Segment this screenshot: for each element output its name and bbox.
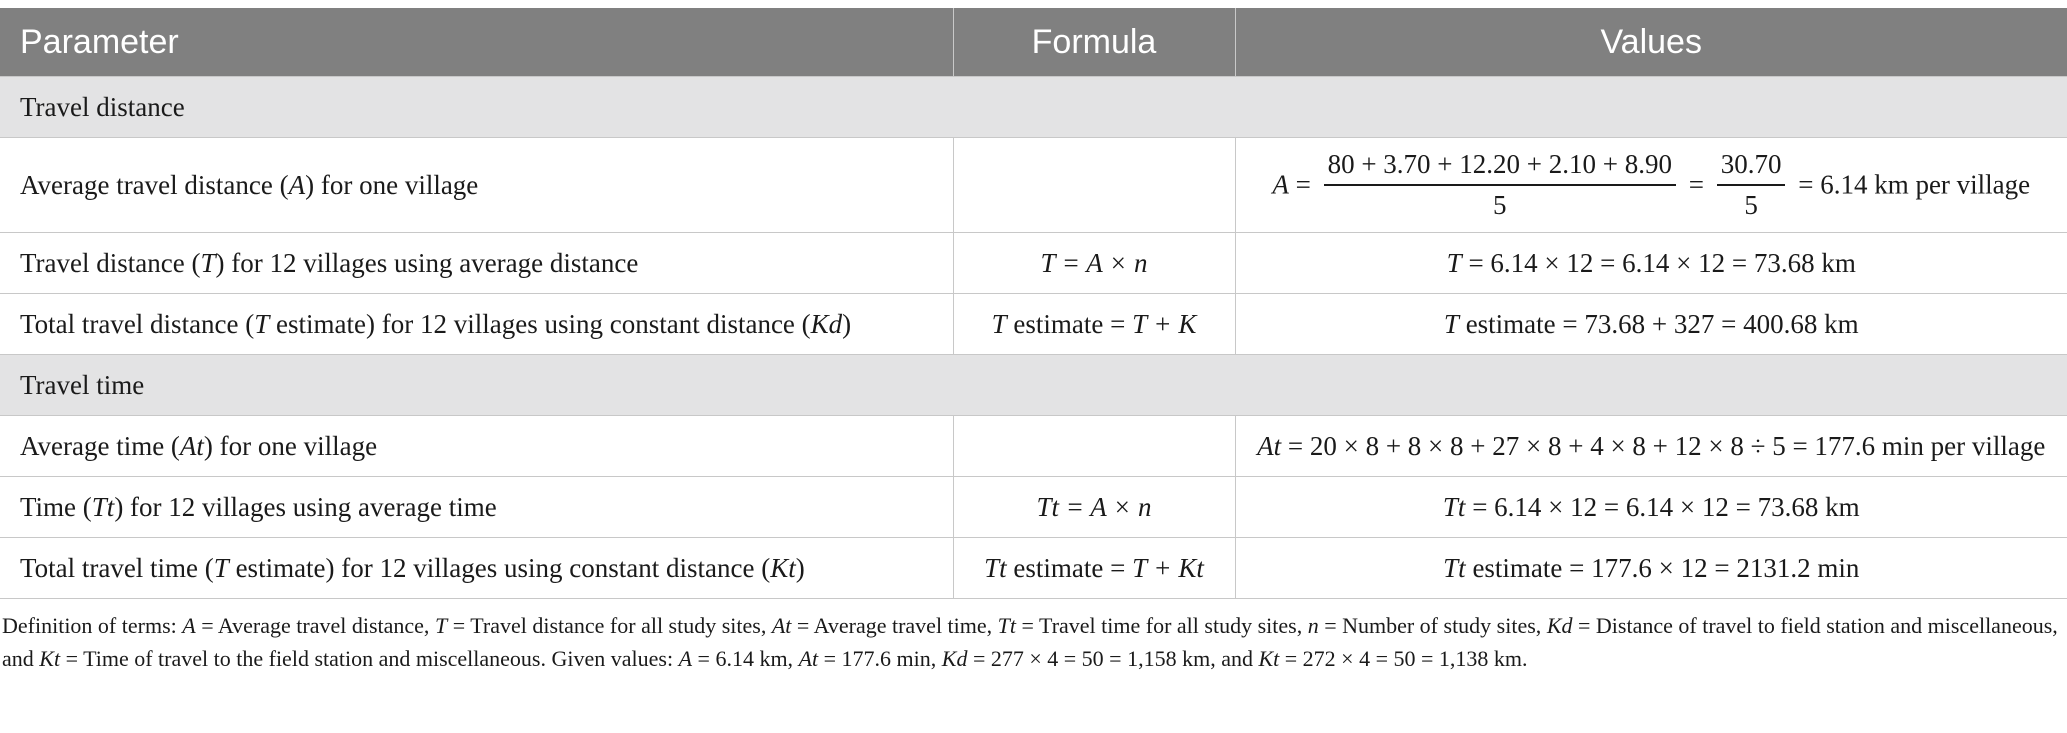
values-cell: At = 20 × 8 + 8 × 8 + 27 × 8 + 4 × 8 + 12 × 8 ÷ 5 = 177.6 min per village	[1235, 416, 2067, 477]
section-row-distance	[0, 77, 2067, 138]
table-figure	[0, 8, 2067, 675]
table-row	[0, 477, 2067, 538]
values-cell: Tt estimate = 177.6 × 12 = 2131.2 min	[1235, 538, 2067, 599]
formula-cell: T estimate = T + K	[953, 294, 1235, 355]
table-row	[0, 416, 2067, 477]
values-cell: T = 6.14 × 12 = 6.14 × 12 = 73.68 km	[1235, 233, 2067, 294]
table-footnote: Definition of terms: A = Average travel distance, T = Travel distance for all study sites, At = Average travel time, Tt = Travel time for all study sites, n = Number of study sites, Kd = Distance of travel to field station and miscellaneous, and Kt = Time of travel to the field station and miscellaneous. Given values: A = 6.14 km, At = 177.6 min, Kd = 277 × 4 = 50 = 1,158 km, and Kt = 272 × 4 = 50 = 1,138 km.	[2, 613, 2058, 671]
header-parameter: Parameter	[0, 8, 953, 77]
formula-cell: T = A × n	[953, 233, 1235, 294]
formula-cell	[953, 416, 1235, 477]
header-row	[0, 8, 2067, 77]
parameter-cell: Travel distance (T) for 12 villages using average distance	[0, 233, 953, 294]
fraction: $\frac{80 + 3.70 + 12.20 + 2.10 + 8.90}{5}$	[1324, 149, 1676, 221]
values-cell: T estimate = 73.68 + 327 = 400.68 km	[1235, 294, 2067, 355]
table-row	[0, 294, 2067, 355]
formula-cell: Tt estimate = T + Kt	[953, 538, 1235, 599]
parameter-cell: Time (Tt) for 12 villages using average time	[0, 477, 953, 538]
table-row	[0, 233, 2067, 294]
parameter-cell: Total travel distance (T estimate) for 12 villages using constant distance (Kd)	[0, 294, 953, 355]
section-title-time: Travel time	[0, 355, 2067, 416]
parameter-cell: Total travel time (T estimate) for 12 villages using constant distance (Kt)	[0, 538, 953, 599]
header-formula: Formula	[953, 8, 1235, 77]
parameter-cell: Average time (At) for one village	[0, 416, 953, 477]
section-row-time	[0, 355, 2067, 416]
values-cell: A = $\frac{80 + 3.70 + 12.20 + 2.10 + 8.90}{5}$ = $\frac{30.70}{5}$ = 6.14 km per village	[1235, 138, 2067, 233]
formula-cell	[953, 138, 1235, 233]
parameter-cell: Average travel distance (A) for one village	[0, 138, 953, 233]
parameters-table	[0, 8, 2067, 599]
formula-cell: Tt = A × n	[953, 477, 1235, 538]
fraction: $\frac{30.70}{5}$	[1717, 149, 1786, 221]
header-values: Values	[1235, 8, 2067, 77]
values-cell: Tt = 6.14 × 12 = 6.14 × 12 = 73.68 km	[1235, 477, 2067, 538]
table-row	[0, 538, 2067, 599]
table-row	[0, 138, 2067, 233]
section-title-distance: Travel distance	[0, 77, 2067, 138]
